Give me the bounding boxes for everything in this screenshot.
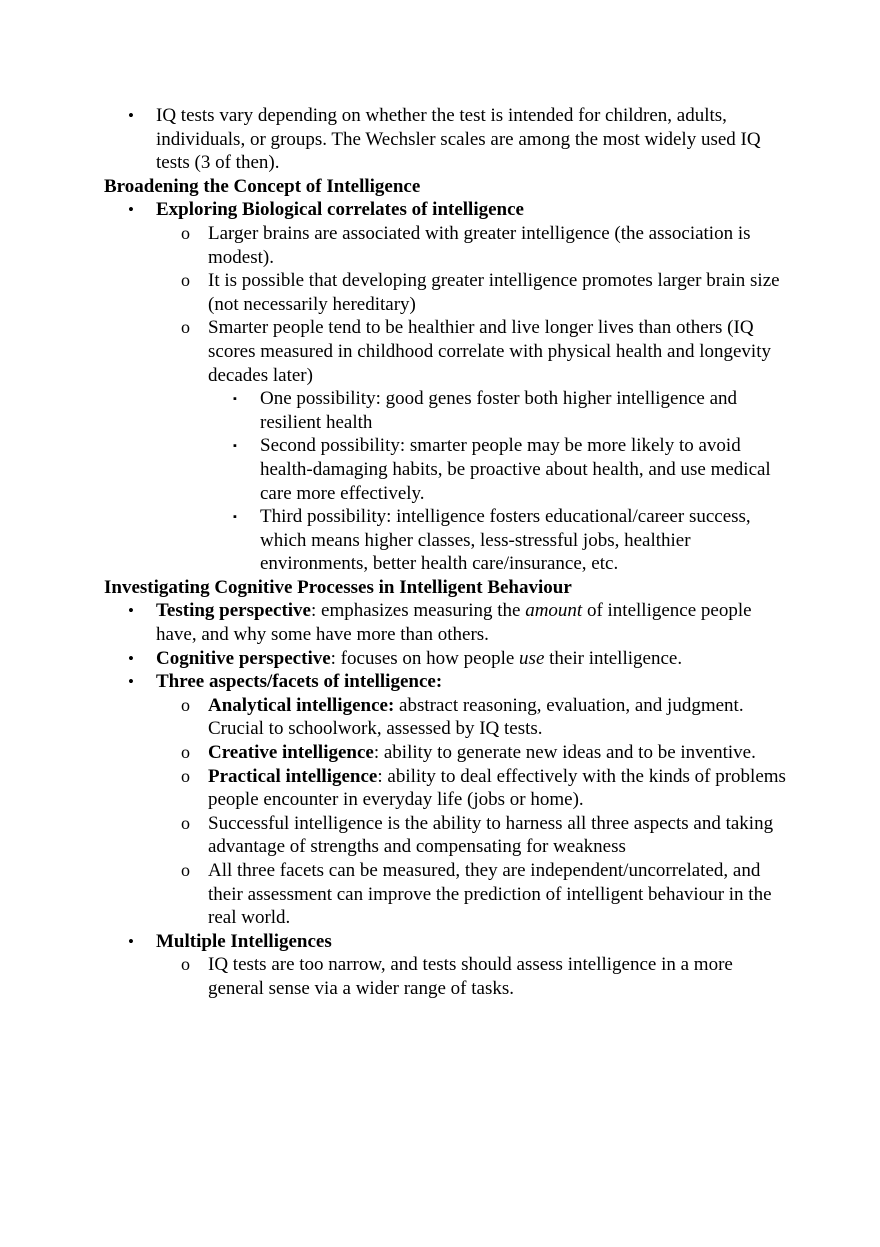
intro-text: IQ tests vary depending on whether the test is intended for children, adults, individuals, or groups. The Wechsler scales are among the most widely used IQ tests (3 of then). xyxy=(156,105,761,174)
item-text: : ability to deal effectively with the kinds of problems people encounter in everyday life (jobs or home). xyxy=(208,765,786,811)
emphasis-amount: amount xyxy=(525,600,583,622)
list-item xyxy=(0,812,788,859)
list-item xyxy=(0,387,780,434)
item-text: It is possible that developing greater intelligence promotes larger brain size (not necessarily hereditary) xyxy=(208,270,780,315)
item-text: Third possibility: intelligence fosters educational/career success, which means higher classes, less-stressful jobs, healthier environments, better health care/insurance, etc. xyxy=(260,506,751,575)
item-text: IQ tests are too narrow, and tests should assess intelligence in a more general sense via a wider range of tasks. xyxy=(208,954,733,999)
bullet-marker: • xyxy=(128,931,134,951)
item-text: Second possibility: smarter people may be more likely to avoid health-damaging habits, be proactive about health, and use medical care more effectively. xyxy=(260,435,771,504)
circle-marker: o xyxy=(181,270,190,291)
section-heading-cognitive: Investigating Cognitive Processes in Intelligent Behaviour xyxy=(104,576,572,598)
circle-marker: o xyxy=(181,742,190,763)
circle-marker: o xyxy=(181,317,190,338)
item-text: Larger brains are associated with greater intelligence (the association is modest). xyxy=(208,222,751,268)
square-marker: ▪ xyxy=(233,511,237,524)
item-text: abstract reasoning, evaluation, and judgment. Crucial to schoolwork, assessed by IQ tests. xyxy=(208,694,744,740)
term-analytical: Analytical intelligence: xyxy=(208,694,395,716)
bullet-marker: • xyxy=(128,648,134,668)
item-text: : emphasizes measuring the xyxy=(310,600,526,622)
circle-marker: o xyxy=(181,954,190,975)
item-text: : focuses on how people xyxy=(330,647,520,669)
list-item xyxy=(0,670,796,694)
circle-marker: o xyxy=(181,860,190,880)
list-item xyxy=(0,222,788,269)
list-item xyxy=(0,198,796,222)
subheading-three-aspects: Three aspects/facets of intelligence: xyxy=(156,671,443,693)
item-text: Successful intelligence is the ability to harness all three aspects and taking advantage of strengths and compensating for weakness xyxy=(208,812,774,858)
section-heading-broadening: Broadening the Concept of Intelligence xyxy=(104,175,421,197)
list-item xyxy=(0,104,796,175)
item-text: of intelligence people have, and why some have more than others. xyxy=(156,600,752,646)
circle-marker: o xyxy=(181,812,190,833)
subheading-biological: Exploring Biological correlates of intelligence xyxy=(156,199,524,221)
bullet-marker: • xyxy=(128,672,134,692)
term-creative: Creative intelligence xyxy=(208,742,374,764)
list-item xyxy=(0,953,788,1000)
bullet-marker: • xyxy=(128,200,134,220)
list-item xyxy=(0,765,788,812)
term-practical: Practical intelligence xyxy=(208,765,378,787)
list-item xyxy=(0,859,788,930)
circle-marker: o xyxy=(181,765,190,786)
list-item xyxy=(0,694,788,741)
bullet-marker: • xyxy=(128,601,134,621)
square-marker: ▪ xyxy=(233,440,237,453)
item-text: All three facets can be measured, they are independent/uncorrelated, and their assessment can improve the prediction of intelligent behaviour in the real world. xyxy=(208,860,772,929)
list-item xyxy=(0,269,788,316)
circle-marker: o xyxy=(181,694,190,715)
subheading-multiple: Multiple Intelligences xyxy=(156,930,332,952)
item-text: Smarter people tend to be healthier and live longer lives than others (IQ scores measured in childhood correlate with physical health and longevity decades later) xyxy=(208,317,771,386)
document-body xyxy=(0,104,880,1001)
square-marker: ▪ xyxy=(233,393,237,406)
list-item xyxy=(0,434,780,505)
term-cognitive-perspective: Cognitive perspective xyxy=(156,647,331,669)
list-item xyxy=(0,930,796,954)
list-item xyxy=(0,316,788,387)
item-text: One possibility: good genes foster both higher intelligence and resilient health xyxy=(260,388,738,433)
term-testing-perspective: Testing perspective xyxy=(156,600,311,622)
bullet-marker: • xyxy=(128,106,134,125)
item-text: their intelligence. xyxy=(544,647,683,669)
circle-marker: o xyxy=(181,222,190,243)
list-item xyxy=(0,505,780,576)
list-item xyxy=(0,741,788,765)
list-item xyxy=(0,599,796,646)
list-item xyxy=(0,647,796,671)
item-text: : ability to generate new ideas and to be inventive. xyxy=(373,742,756,764)
emphasis-use: use xyxy=(519,647,545,669)
